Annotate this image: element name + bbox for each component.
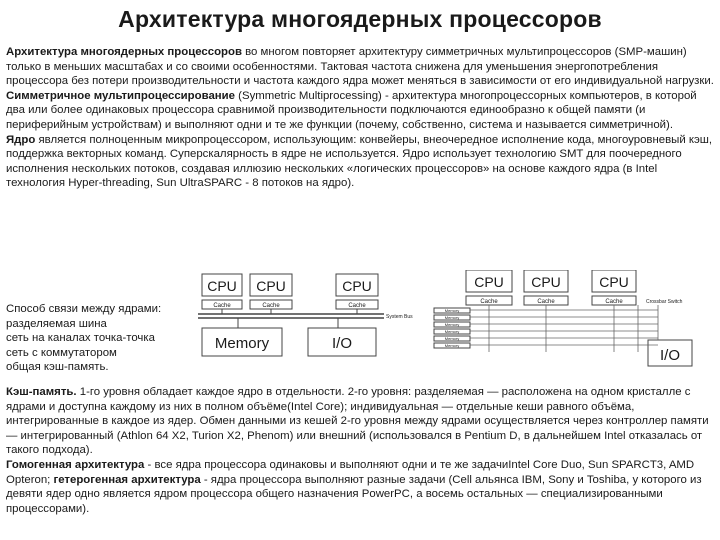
link-methods-list	[6, 302, 181, 375]
cpu-label: CPU	[599, 274, 629, 290]
list-item: разделяемая шина	[6, 317, 107, 330]
list-item: сеть с коммутатором	[6, 346, 117, 359]
memory-module-label: Memory	[444, 308, 460, 313]
homogeneous-text: - все ядра процессора одинаковы и выполняют одни и те же задачиIntel Core Duo, Sun SPARCT3, AMD Opteron;	[6, 458, 695, 486]
cache-label: Cache	[213, 303, 231, 309]
smp-text: (Symmetric Multiprocessing) - архитектура многопроцессорных компьютеров, в которой два или более одинаковых процессора сравнимой производительности подключаются единообразно к общей памяти (и периферийным устройствам) и выполняют одни и те же функции (почему, собственно, система и называется симметричной).	[6, 89, 697, 131]
cache-label: Cache	[348, 303, 366, 309]
cpu-label: CPU	[531, 274, 561, 290]
cache-label: Cache	[605, 299, 623, 305]
cpu-label: CPU	[474, 274, 504, 290]
memory-label: Memory	[214, 335, 270, 352]
cache-label: Cache	[480, 299, 498, 305]
core-term: Ядро	[6, 133, 36, 146]
io-label: I/O	[659, 347, 681, 364]
memory-module-label: Memory	[444, 343, 460, 348]
cpu-label: CPU	[207, 278, 237, 294]
crossbar-diagram	[434, 270, 692, 366]
cpu-label: CPU	[342, 278, 372, 294]
cache-term: Кэш-память.	[6, 386, 77, 398]
smp-term: Симметричное мультипроцессирование	[6, 89, 236, 102]
cpu-label: CPU	[256, 278, 286, 294]
cache-block	[6, 385, 714, 516]
memory-module-label: Memory	[444, 336, 460, 341]
memory-module-label: Memory	[444, 322, 460, 327]
heterogeneous-text: - ядра процессора выполняют разные задачи (Cell альянса IBM, Sony и Toshiba, у которого из девяти ядер одно является ядром процессора общего назначения PowerPC, а восемь остальных — специализированными процессорами).	[6, 473, 702, 515]
io-label: I/O	[331, 335, 353, 352]
architecture-diagram	[198, 270, 698, 376]
intro-block	[6, 45, 714, 191]
list-heading: Способ связи между ядрами:	[6, 303, 162, 315]
homogeneous-term: Гомогенная архитектура	[6, 458, 145, 471]
list-item: общая кэш-память.	[6, 361, 109, 374]
crossbar-switch-label: Crossbar Switch	[646, 299, 683, 305]
intro-term: Архитектура многоядерных процессоров	[6, 46, 242, 58]
cache-label: Cache	[262, 303, 280, 309]
intro-text: во многом повторяет архитектуру симметричных мультипроцессоров (SMP-машин) только в меньших масштабах и со своими особенностями. Тактовая частота снижена для уменьшения энергопотребления процессора без потери производительности и частота каждого ядра может меняться в зависимости от его индивидуальной нагрузки.	[6, 46, 714, 88]
heterogeneous-term: гетерогенная архитектура	[53, 473, 201, 486]
system-bus-label: System Bus	[386, 314, 413, 320]
memory-module-label: Memory	[444, 315, 460, 320]
memory-module-label: Memory	[444, 329, 460, 334]
cache-text: 1-го уровня обладает каждое ядро в отдельности. 2-го уровня: разделяемая — расположена на одном кристалле с ядрами и доступна каждому из них в полном объёме(Intel Core); индивидуальная — отдельные кеши равного объёма, интегрированные в каждое из ядер. Обмен данными из кешей 2-го уровня между ядрами осуществляется через контроллер памяти — интегрированный (Athlon 64 X2, Turion X2, Phenom) или внешний (использовался в Pentium D, в дальнейшем Intel отказалась от такого подхода).	[6, 386, 709, 457]
cache-label: Cache	[537, 299, 555, 305]
page-title: Архитектура многоядерных процессоров	[118, 6, 602, 32]
list-item: сеть на каналах точка-точка	[6, 332, 155, 345]
core-text: является полноценным микропроцессором, использующим: конвейеры, внеочередное исполнение кода, многоуровневый кэш, поддержка векторных команд. Суперскалярность в ядре не используется. Ядро использует технологию SMT для поочередного исполнения нескольких потоков, создавая иллюзию нескольких «логических процессоров» на основе каждого ядра (в Intel технология Hyper-threading, Sun UltraSPARC - 8 потоков на ядро).	[6, 133, 713, 190]
crossbar-grid	[470, 305, 658, 352]
